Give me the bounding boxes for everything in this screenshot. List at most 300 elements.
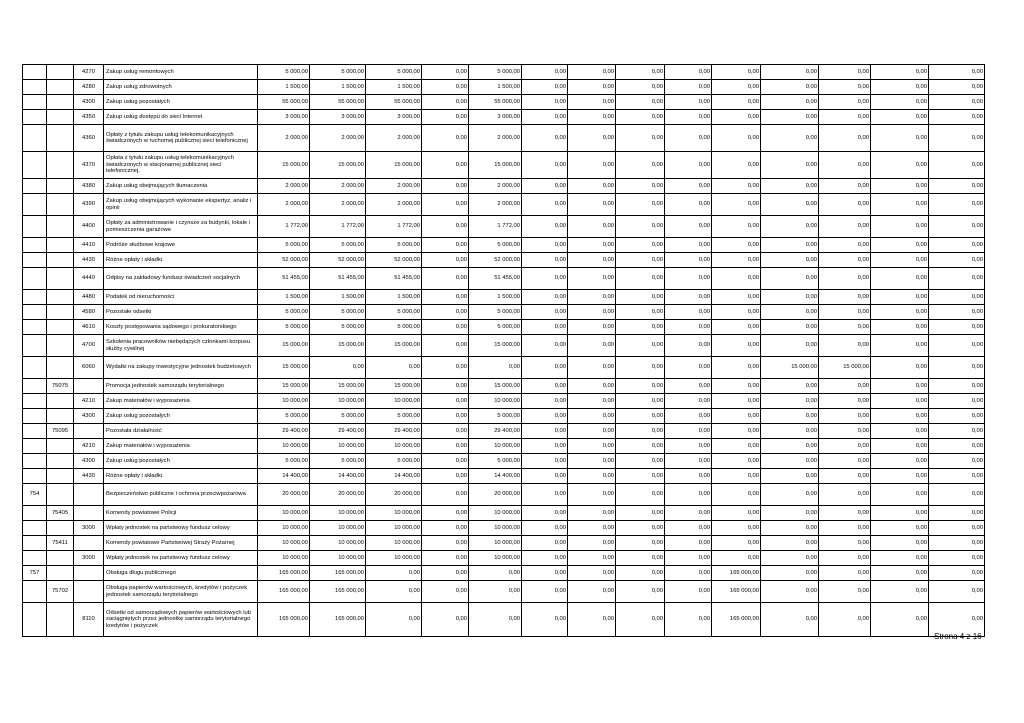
cell-inwestycje: 0,00 bbox=[819, 603, 871, 637]
cell-zadania-statutowe: 10 000,00 bbox=[469, 394, 522, 409]
cell-rozdzial bbox=[47, 179, 74, 194]
cell-rozdzial bbox=[47, 454, 74, 469]
cell-programy-ue: 0,00 bbox=[616, 469, 665, 484]
table-row bbox=[23, 484, 985, 506]
cell-swiadczenia: 0,00 bbox=[568, 409, 616, 424]
table-row bbox=[23, 320, 985, 335]
cell-wklady: 0,00 bbox=[871, 379, 929, 394]
cell-nazwa: Szkolenia pracowników niebędących członkami korpusu służby cywilnej bbox=[104, 335, 258, 357]
cell-dzial bbox=[23, 521, 47, 536]
cell-wynagrodzenia: 0,00 bbox=[422, 424, 469, 439]
cell-zadania-statutowe: 2 000,00 bbox=[469, 194, 522, 216]
cell-wklady: 0,00 bbox=[871, 439, 929, 454]
cell-wynagrodzenia: 0,00 bbox=[422, 268, 469, 290]
cell-paragraf: 4300 bbox=[74, 454, 104, 469]
cell-programy-ue-majatkowe: 0,00 bbox=[929, 409, 985, 424]
cell-obsluga-dlugu-a: 0,00 bbox=[665, 581, 712, 603]
page-number: Strona 4 z 16 bbox=[934, 632, 982, 641]
cell-obsluga-dlugu-a: 0,00 bbox=[665, 253, 712, 268]
cell-dotacje: 0,00 bbox=[522, 80, 568, 95]
cell-nazwa: Komendy powiatowe Państwowej Straży Pożarnej bbox=[104, 536, 258, 551]
cell-obsluga-dlugu-a: 0,00 bbox=[665, 379, 712, 394]
cell-obsluga-dlugu-a: 0,00 bbox=[665, 551, 712, 566]
cell-zadania-statutowe: 1 500,00 bbox=[469, 80, 522, 95]
cell-programy-ue: 0,00 bbox=[616, 439, 665, 454]
cell-inwestycje: 0,00 bbox=[819, 194, 871, 216]
cell-wklady: 0,00 bbox=[871, 320, 929, 335]
cell-rozdzial bbox=[47, 216, 74, 238]
cell-nazwa: Bezpieczeństwo publiczne i ochrona przeciwpożarowa bbox=[104, 484, 258, 506]
cell-wydatki-ogolem: 3 000,00 bbox=[310, 110, 366, 125]
cell-dotacje: 0,00 bbox=[522, 125, 568, 152]
cell-wklady: 0,00 bbox=[871, 506, 929, 521]
cell-programy-ue: 0,00 bbox=[616, 80, 665, 95]
cell-majatkowe: 0,00 bbox=[761, 581, 819, 603]
cell-wydatki-ogolem: 15 000,00 bbox=[310, 335, 366, 357]
cell-wynagrodzenia: 0,00 bbox=[422, 521, 469, 536]
cell-dotacje: 0,00 bbox=[522, 152, 568, 179]
cell-zadania-statutowe: 20 000,00 bbox=[469, 484, 522, 506]
cell-plan: 10 000,00 bbox=[258, 521, 310, 536]
cell-inwestycje: 0,00 bbox=[819, 110, 871, 125]
cell-wydatki-ogolem: 0,00 bbox=[310, 357, 366, 379]
cell-programy-ue-majatkowe: 0,00 bbox=[929, 179, 985, 194]
cell-dotacje: 0,00 bbox=[522, 469, 568, 484]
cell-majatkowe: 0,00 bbox=[761, 216, 819, 238]
cell-wynagrodzenia: 0,00 bbox=[422, 454, 469, 469]
cell-plan: 20 000,00 bbox=[258, 484, 310, 506]
cell-wklady: 0,00 bbox=[871, 305, 929, 320]
cell-wydatki-biezace: 10 000,00 bbox=[366, 439, 422, 454]
cell-wydatki-biezace: 0,00 bbox=[366, 357, 422, 379]
cell-inwestycje: 0,00 bbox=[819, 152, 871, 179]
cell-dzial bbox=[23, 80, 47, 95]
cell-programy-ue: 0,00 bbox=[616, 268, 665, 290]
cell-paragraf: 4360 bbox=[74, 125, 104, 152]
cell-inwestycje: 0,00 bbox=[819, 320, 871, 335]
cell-dzial bbox=[23, 110, 47, 125]
cell-paragraf bbox=[74, 484, 104, 506]
cell-majatkowe: 0,00 bbox=[761, 80, 819, 95]
cell-wynagrodzenia: 0,00 bbox=[422, 80, 469, 95]
cell-majatkowe: 0,00 bbox=[761, 521, 819, 536]
table-row bbox=[23, 80, 985, 95]
cell-wydatki-biezace: 15 000,00 bbox=[366, 152, 422, 179]
cell-wydatki-biezace: 10 000,00 bbox=[366, 506, 422, 521]
cell-obsluga-dlugu-a: 0,00 bbox=[665, 179, 712, 194]
cell-rozdzial: 75702 bbox=[47, 581, 74, 603]
cell-zadania-statutowe: 51 455,00 bbox=[469, 268, 522, 290]
cell-wynagrodzenia: 0,00 bbox=[422, 581, 469, 603]
cell-nazwa: Podatek od nieruchomości bbox=[104, 290, 258, 305]
cell-wydatki-biezace: 5 000,00 bbox=[366, 305, 422, 320]
cell-programy-ue: 0,00 bbox=[616, 95, 665, 110]
cell-programy-ue-majatkowe: 0,00 bbox=[929, 439, 985, 454]
table-row bbox=[23, 379, 985, 394]
cell-rozdzial bbox=[47, 152, 74, 179]
cell-wydatki-ogolem: 5 000,00 bbox=[310, 454, 366, 469]
cell-rozdzial bbox=[47, 551, 74, 566]
table-row bbox=[23, 152, 985, 179]
cell-plan: 14 400,00 bbox=[258, 469, 310, 484]
cell-swiadczenia: 0,00 bbox=[568, 320, 616, 335]
cell-majatkowe: 0,00 bbox=[761, 194, 819, 216]
cell-wydatki-ogolem: 15 000,00 bbox=[310, 152, 366, 179]
cell-obsluga-dlugu: 165 000,00 bbox=[712, 581, 761, 603]
cell-swiadczenia: 0,00 bbox=[568, 394, 616, 409]
cell-dotacje: 0,00 bbox=[522, 521, 568, 536]
cell-plan: 5 000,00 bbox=[258, 454, 310, 469]
cell-programy-ue-majatkowe: 0,00 bbox=[929, 551, 985, 566]
cell-dotacje: 0,00 bbox=[522, 194, 568, 216]
cell-majatkowe: 0,00 bbox=[761, 394, 819, 409]
cell-programy-ue-majatkowe: 0,00 bbox=[929, 320, 985, 335]
cell-obsluga-dlugu: 0,00 bbox=[712, 290, 761, 305]
cell-obsluga-dlugu-a: 0,00 bbox=[665, 110, 712, 125]
cell-rozdzial bbox=[47, 409, 74, 424]
cell-dotacje: 0,00 bbox=[522, 536, 568, 551]
cell-swiadczenia: 0,00 bbox=[568, 379, 616, 394]
cell-plan: 5 000,00 bbox=[258, 320, 310, 335]
cell-dzial bbox=[23, 95, 47, 110]
cell-programy-ue: 0,00 bbox=[616, 179, 665, 194]
cell-inwestycje: 0,00 bbox=[819, 521, 871, 536]
cell-wydatki-biezace: 2 000,00 bbox=[366, 125, 422, 152]
cell-zadania-statutowe: 55 000,00 bbox=[469, 95, 522, 110]
table-row bbox=[23, 253, 985, 268]
cell-wklady: 0,00 bbox=[871, 409, 929, 424]
cell-majatkowe: 0,00 bbox=[761, 454, 819, 469]
cell-zadania-statutowe: 5 000,00 bbox=[469, 305, 522, 320]
cell-nazwa: Odsetki od samorządowych papierów wartościowych lub zaciągniętych przez jednostkę samorządu terytorialnego kredytów i pożyczek bbox=[104, 603, 258, 637]
cell-majatkowe: 0,00 bbox=[761, 603, 819, 637]
cell-obsluga-dlugu: 0,00 bbox=[712, 125, 761, 152]
cell-majatkowe: 0,00 bbox=[761, 179, 819, 194]
cell-zadania-statutowe: 10 000,00 bbox=[469, 551, 522, 566]
cell-swiadczenia: 0,00 bbox=[568, 125, 616, 152]
budget-table bbox=[22, 64, 985, 637]
cell-plan: 5 000,00 bbox=[258, 409, 310, 424]
cell-wynagrodzenia: 0,00 bbox=[422, 65, 469, 80]
cell-majatkowe: 0,00 bbox=[761, 409, 819, 424]
cell-majatkowe: 0,00 bbox=[761, 379, 819, 394]
cell-wklady: 0,00 bbox=[871, 65, 929, 80]
cell-plan: 5 000,00 bbox=[258, 305, 310, 320]
cell-nazwa: Komendy powiatowe Policji bbox=[104, 506, 258, 521]
cell-swiadczenia: 0,00 bbox=[568, 216, 616, 238]
cell-plan: 15 000,00 bbox=[258, 357, 310, 379]
cell-dotacje: 0,00 bbox=[522, 379, 568, 394]
cell-wynagrodzenia: 0,00 bbox=[422, 238, 469, 253]
cell-wklady: 0,00 bbox=[871, 521, 929, 536]
cell-wynagrodzenia: 0,00 bbox=[422, 305, 469, 320]
cell-obsluga-dlugu-a: 0,00 bbox=[665, 238, 712, 253]
cell-plan: 29 400,00 bbox=[258, 424, 310, 439]
cell-swiadczenia: 0,00 bbox=[568, 603, 616, 637]
cell-inwestycje: 0,00 bbox=[819, 484, 871, 506]
cell-swiadczenia: 0,00 bbox=[568, 454, 616, 469]
cell-wydatki-biezace: 10 000,00 bbox=[366, 394, 422, 409]
cell-dzial bbox=[23, 394, 47, 409]
cell-swiadczenia: 0,00 bbox=[568, 179, 616, 194]
cell-majatkowe: 0,00 bbox=[761, 439, 819, 454]
cell-zadania-statutowe: 5 000,00 bbox=[469, 454, 522, 469]
cell-rozdzial bbox=[47, 110, 74, 125]
cell-majatkowe: 0,00 bbox=[761, 305, 819, 320]
cell-inwestycje: 0,00 bbox=[819, 238, 871, 253]
cell-programy-ue-majatkowe: 0,00 bbox=[929, 305, 985, 320]
cell-plan: 5 000,00 bbox=[258, 65, 310, 80]
cell-obsluga-dlugu-a: 0,00 bbox=[665, 439, 712, 454]
cell-dotacje: 0,00 bbox=[522, 484, 568, 506]
cell-zadania-statutowe: 10 000,00 bbox=[469, 439, 522, 454]
table-row bbox=[23, 357, 985, 379]
cell-wklady: 0,00 bbox=[871, 551, 929, 566]
cell-wynagrodzenia: 0,00 bbox=[422, 484, 469, 506]
cell-wydatki-ogolem: 5 000,00 bbox=[310, 305, 366, 320]
cell-plan: 2 000,00 bbox=[258, 194, 310, 216]
cell-nazwa: Różne opłaty i składki bbox=[104, 253, 258, 268]
cell-dotacje: 0,00 bbox=[522, 335, 568, 357]
cell-paragraf: 4350 bbox=[74, 110, 104, 125]
cell-wydatki-biezace: 10 000,00 bbox=[366, 536, 422, 551]
cell-wynagrodzenia: 0,00 bbox=[422, 409, 469, 424]
table-row bbox=[23, 536, 985, 551]
cell-wklady: 0,00 bbox=[871, 335, 929, 357]
cell-swiadczenia: 0,00 bbox=[568, 506, 616, 521]
cell-dotacje: 0,00 bbox=[522, 238, 568, 253]
cell-nazwa: Odpisy na zakładowy fundusz świadczeń socjalnych bbox=[104, 268, 258, 290]
cell-obsluga-dlugu: 0,00 bbox=[712, 194, 761, 216]
cell-obsluga-dlugu: 0,00 bbox=[712, 95, 761, 110]
table-row bbox=[23, 335, 985, 357]
table-row bbox=[23, 95, 985, 110]
cell-nazwa: Opłaty za administrowanie i czynsze za budynki, lokale i pomieszczenia garażowe bbox=[104, 216, 258, 238]
cell-programy-ue-majatkowe: 0,00 bbox=[929, 290, 985, 305]
cell-wklady: 0,00 bbox=[871, 179, 929, 194]
cell-wydatki-biezace: 14 400,00 bbox=[366, 469, 422, 484]
cell-wydatki-biezace: 20 000,00 bbox=[366, 484, 422, 506]
cell-dzial: 754 bbox=[23, 484, 47, 506]
cell-plan: 3 000,00 bbox=[258, 110, 310, 125]
cell-wklady: 0,00 bbox=[871, 194, 929, 216]
cell-inwestycje: 0,00 bbox=[819, 409, 871, 424]
cell-paragraf bbox=[74, 424, 104, 439]
cell-wydatki-ogolem: 5 000,00 bbox=[310, 238, 366, 253]
cell-dotacje: 0,00 bbox=[522, 320, 568, 335]
cell-swiadczenia: 0,00 bbox=[568, 439, 616, 454]
cell-programy-ue-majatkowe: 0,00 bbox=[929, 484, 985, 506]
cell-swiadczenia: 0,00 bbox=[568, 290, 616, 305]
cell-swiadczenia: 0,00 bbox=[568, 95, 616, 110]
cell-dzial bbox=[23, 125, 47, 152]
cell-plan: 2 000,00 bbox=[258, 125, 310, 152]
cell-plan: 165 000,00 bbox=[258, 603, 310, 637]
cell-paragraf bbox=[74, 566, 104, 581]
cell-paragraf: 4370 bbox=[74, 152, 104, 179]
cell-paragraf: 3000 bbox=[74, 521, 104, 536]
cell-obsluga-dlugu-a: 0,00 bbox=[665, 335, 712, 357]
cell-wynagrodzenia: 0,00 bbox=[422, 253, 469, 268]
cell-obsluga-dlugu: 0,00 bbox=[712, 469, 761, 484]
cell-inwestycje: 0,00 bbox=[819, 469, 871, 484]
cell-dzial bbox=[23, 551, 47, 566]
cell-plan: 165 000,00 bbox=[258, 581, 310, 603]
cell-dotacje: 0,00 bbox=[522, 216, 568, 238]
cell-wynagrodzenia: 0,00 bbox=[422, 216, 469, 238]
cell-programy-ue-majatkowe: 0,00 bbox=[929, 394, 985, 409]
cell-plan: 52 000,00 bbox=[258, 253, 310, 268]
cell-programy-ue-majatkowe: 0,00 bbox=[929, 110, 985, 125]
cell-obsluga-dlugu: 0,00 bbox=[712, 238, 761, 253]
table-row bbox=[23, 424, 985, 439]
cell-obsluga-dlugu: 0,00 bbox=[712, 216, 761, 238]
cell-rozdzial bbox=[47, 335, 74, 357]
cell-obsluga-dlugu: 165 000,00 bbox=[712, 603, 761, 637]
cell-zadania-statutowe: 0,00 bbox=[469, 603, 522, 637]
cell-majatkowe: 0,00 bbox=[761, 320, 819, 335]
cell-programy-ue-majatkowe: 0,00 bbox=[929, 268, 985, 290]
table-row bbox=[23, 110, 985, 125]
cell-rozdzial bbox=[47, 194, 74, 216]
cell-obsluga-dlugu: 0,00 bbox=[712, 551, 761, 566]
cell-wynagrodzenia: 0,00 bbox=[422, 357, 469, 379]
cell-majatkowe: 15 000,00 bbox=[761, 357, 819, 379]
cell-programy-ue: 0,00 bbox=[616, 566, 665, 581]
cell-nazwa: Wydatki na zakupy inwestycyjne jednostek budżetowych bbox=[104, 357, 258, 379]
cell-dzial bbox=[23, 216, 47, 238]
cell-paragraf: 4380 bbox=[74, 179, 104, 194]
cell-majatkowe: 0,00 bbox=[761, 484, 819, 506]
cell-paragraf bbox=[74, 536, 104, 551]
cell-zadania-statutowe: 2 000,00 bbox=[469, 125, 522, 152]
cell-wklady: 0,00 bbox=[871, 125, 929, 152]
cell-wynagrodzenia: 0,00 bbox=[422, 506, 469, 521]
cell-dotacje: 0,00 bbox=[522, 506, 568, 521]
cell-zadania-statutowe: 10 000,00 bbox=[469, 521, 522, 536]
cell-nazwa: Zakup usług remontowych bbox=[104, 65, 258, 80]
cell-obsluga-dlugu: 0,00 bbox=[712, 379, 761, 394]
cell-programy-ue: 0,00 bbox=[616, 379, 665, 394]
cell-majatkowe: 0,00 bbox=[761, 566, 819, 581]
cell-wydatki-biezace: 1 500,00 bbox=[366, 290, 422, 305]
cell-zadania-statutowe: 5 000,00 bbox=[469, 238, 522, 253]
cell-obsluga-dlugu-a: 0,00 bbox=[665, 65, 712, 80]
cell-obsluga-dlugu: 0,00 bbox=[712, 484, 761, 506]
cell-programy-ue: 0,00 bbox=[616, 521, 665, 536]
cell-wynagrodzenia: 0,00 bbox=[422, 110, 469, 125]
cell-wydatki-ogolem: 20 000,00 bbox=[310, 484, 366, 506]
cell-wydatki-ogolem: 1 772,00 bbox=[310, 216, 366, 238]
cell-zadania-statutowe: 15 000,00 bbox=[469, 152, 522, 179]
cell-obsluga-dlugu: 0,00 bbox=[712, 268, 761, 290]
cell-obsluga-dlugu-a: 0,00 bbox=[665, 603, 712, 637]
cell-nazwa: Zakup usług pozostałych bbox=[104, 454, 258, 469]
cell-obsluga-dlugu: 0,00 bbox=[712, 253, 761, 268]
cell-dotacje: 0,00 bbox=[522, 253, 568, 268]
cell-obsluga-dlugu: 0,00 bbox=[712, 335, 761, 357]
cell-inwestycje: 0,00 bbox=[819, 80, 871, 95]
cell-wydatki-biezace: 0,00 bbox=[366, 566, 422, 581]
cell-nazwa: Zakup usług pozostałych bbox=[104, 95, 258, 110]
budget-table-body bbox=[23, 65, 985, 637]
cell-wklady: 0,00 bbox=[871, 152, 929, 179]
cell-inwestycje: 0,00 bbox=[819, 95, 871, 110]
cell-obsluga-dlugu-a: 0,00 bbox=[665, 194, 712, 216]
cell-wydatki-biezace: 55 000,00 bbox=[366, 95, 422, 110]
cell-obsluga-dlugu: 0,00 bbox=[712, 409, 761, 424]
cell-obsluga-dlugu-a: 0,00 bbox=[665, 357, 712, 379]
cell-programy-ue: 0,00 bbox=[616, 320, 665, 335]
cell-dotacje: 0,00 bbox=[522, 551, 568, 566]
cell-zadania-statutowe: 15 000,00 bbox=[469, 379, 522, 394]
cell-dzial bbox=[23, 357, 47, 379]
cell-majatkowe: 0,00 bbox=[761, 95, 819, 110]
cell-obsluga-dlugu-a: 0,00 bbox=[665, 536, 712, 551]
cell-programy-ue: 0,00 bbox=[616, 194, 665, 216]
cell-wynagrodzenia: 0,00 bbox=[422, 439, 469, 454]
cell-majatkowe: 0,00 bbox=[761, 110, 819, 125]
cell-dzial bbox=[23, 424, 47, 439]
cell-dotacje: 0,00 bbox=[522, 305, 568, 320]
cell-programy-ue: 0,00 bbox=[616, 394, 665, 409]
table-row bbox=[23, 551, 985, 566]
cell-wklady: 0,00 bbox=[871, 95, 929, 110]
cell-paragraf: 4300 bbox=[74, 95, 104, 110]
cell-dotacje: 0,00 bbox=[522, 95, 568, 110]
cell-zadania-statutowe: 2 000,00 bbox=[469, 179, 522, 194]
cell-obsluga-dlugu: 0,00 bbox=[712, 110, 761, 125]
cell-programy-ue: 0,00 bbox=[616, 357, 665, 379]
cell-obsluga-dlugu: 0,00 bbox=[712, 394, 761, 409]
cell-programy-ue-majatkowe: 0,00 bbox=[929, 454, 985, 469]
cell-paragraf: 8110 bbox=[74, 603, 104, 637]
cell-wydatki-ogolem: 14 400,00 bbox=[310, 469, 366, 484]
cell-plan: 15 000,00 bbox=[258, 335, 310, 357]
cell-rozdzial bbox=[47, 439, 74, 454]
cell-paragraf: 4280 bbox=[74, 80, 104, 95]
cell-dotacje: 0,00 bbox=[522, 65, 568, 80]
cell-inwestycje: 0,00 bbox=[819, 439, 871, 454]
cell-inwestycje: 0,00 bbox=[819, 536, 871, 551]
cell-zadania-statutowe: 0,00 bbox=[469, 566, 522, 581]
cell-nazwa: Pozostała działalność bbox=[104, 424, 258, 439]
cell-wydatki-ogolem: 1 500,00 bbox=[310, 290, 366, 305]
cell-nazwa: Zakup usług zdrowotnych bbox=[104, 80, 258, 95]
cell-programy-ue-majatkowe: 0,00 bbox=[929, 216, 985, 238]
cell-rozdzial bbox=[47, 394, 74, 409]
cell-zadania-statutowe: 5 000,00 bbox=[469, 409, 522, 424]
cell-wydatki-biezace: 15 000,00 bbox=[366, 379, 422, 394]
cell-wydatki-ogolem: 10 000,00 bbox=[310, 521, 366, 536]
table-row bbox=[23, 394, 985, 409]
cell-obsluga-dlugu-a: 0,00 bbox=[665, 484, 712, 506]
cell-inwestycje: 0,00 bbox=[819, 125, 871, 152]
cell-wklady: 0,00 bbox=[871, 268, 929, 290]
cell-programy-ue: 0,00 bbox=[616, 125, 665, 152]
cell-rozdzial bbox=[47, 95, 74, 110]
cell-nazwa: Różne opłaty i składki bbox=[104, 469, 258, 484]
cell-obsluga-dlugu: 0,00 bbox=[712, 320, 761, 335]
cell-wydatki-ogolem: 10 000,00 bbox=[310, 439, 366, 454]
cell-rozdzial bbox=[47, 357, 74, 379]
cell-dzial bbox=[23, 194, 47, 216]
cell-rozdzial bbox=[47, 603, 74, 637]
cell-zadania-statutowe: 15 000,00 bbox=[469, 335, 522, 357]
cell-programy-ue: 0,00 bbox=[616, 536, 665, 551]
cell-majatkowe: 0,00 bbox=[761, 238, 819, 253]
cell-paragraf bbox=[74, 581, 104, 603]
